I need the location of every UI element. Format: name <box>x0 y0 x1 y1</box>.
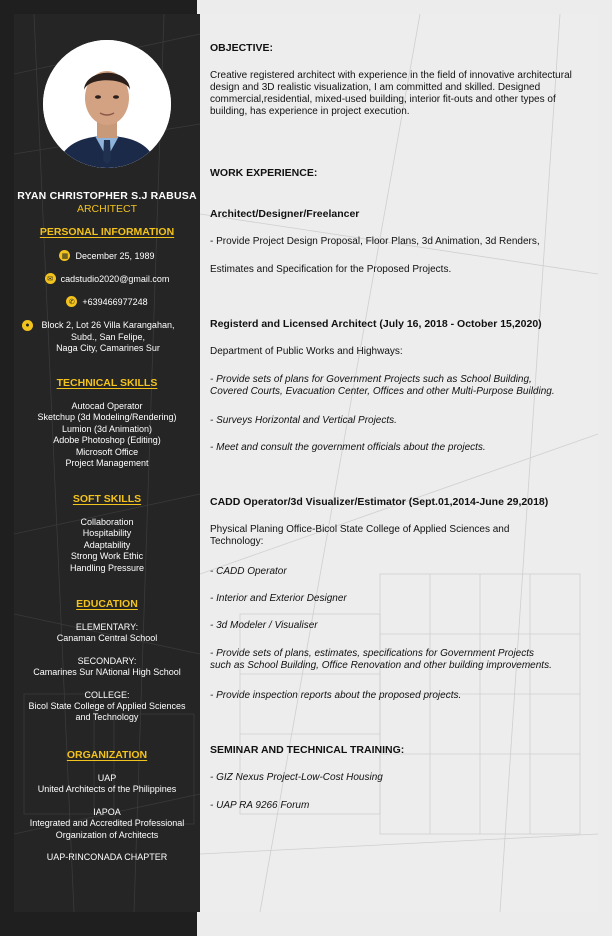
job-bullet-line: Covered Courts, Evacuation Center, Offices and other Multi-Purpose Building. <box>210 386 555 397</box>
address-line: Naga City, Camarines Sur <box>56 343 160 353</box>
org-name: Integrated and Accredited Professional <box>29 818 185 829</box>
education-level: COLLEGE: <box>84 689 130 700</box>
location-pin-icon: ● <box>22 320 33 331</box>
address-line: Block 2, Lot 26 Villa Karangahan, <box>41 320 175 330</box>
job-bullet-line: - Provide sets of plans for Government Projects such as School Building, <box>210 374 532 385</box>
objective-heading: OBJECTIVE: <box>210 42 274 54</box>
list-item: Adaptability <box>83 539 131 550</box>
org-abbr: UAP <box>97 773 117 783</box>
soft-heading: SOFT SKILLS <box>72 493 142 505</box>
profile-photo <box>43 40 171 168</box>
job-employer <box>210 524 595 548</box>
work-heading: WORK EXPERIENCE: <box>210 167 318 179</box>
phone[interactable]: +639466977248 <box>82 296 148 307</box>
job-bullet: - Interior and Exterior Designer <box>210 593 347 604</box>
address <box>20 320 196 355</box>
person-title: ARCHITECT <box>76 203 138 215</box>
org-name: UAP-RINCONADA CHAPTER <box>46 852 168 863</box>
soft-list <box>14 517 200 574</box>
education-school: Canaman Central School <box>56 633 158 644</box>
main-content <box>200 14 598 912</box>
job-bullet: - CADD Operator <box>210 566 287 577</box>
org-name: United Architects of the Philippines <box>37 784 177 795</box>
phone-row <box>14 296 200 307</box>
organization-heading: ORGANIZATION <box>66 749 148 761</box>
seminar-item: - GIZ Nexus Project-Low-Cost Housing <box>210 772 383 783</box>
job-bullet: - Provide inspection reports about the proposed projects. <box>210 690 462 701</box>
phone-icon: ✆ <box>66 296 77 307</box>
address-line: Subd., San Felipe, <box>70 331 146 342</box>
objective-line: building, has experience in project execution. <box>210 106 410 117</box>
seminar-item: - UAP RA 9266 Forum <box>210 800 310 811</box>
job-title: CADD Operator/3d Visualizer/Estimator (Sept.01,2014-June 29,2018) <box>210 496 549 508</box>
list-item: Handling Pressure <box>69 562 145 573</box>
org-abbr: IAPOA <box>93 806 121 817</box>
list-item: Strong Work Ethic <box>70 551 144 562</box>
education-level: SECONDARY: <box>77 655 137 666</box>
job-bullet: - Provide Project Design Proposal, Floor Plans, 3d Animation, 3d Renders, <box>210 236 540 247</box>
job-bullet: - Surveys Horizontal and Vertical Projects. <box>210 415 397 426</box>
list-item: Collaboration <box>80 517 134 527</box>
education-list <box>14 622 200 724</box>
job-bullet <box>210 374 595 398</box>
education-school: Camarines Sur NAtional High School <box>33 667 181 678</box>
email-icon: ✉ <box>45 273 56 284</box>
job-employer-line: Physical Planing Office-Bicol State College of Applied Sciences and <box>210 524 510 535</box>
education-school: Bicol State College of Applied Sciences <box>28 701 186 712</box>
job-bullet-line: - Provide sets of plans, estimates, specifications for Government Projects <box>210 648 535 659</box>
email-row <box>14 273 200 284</box>
job-employer-line: Technology: <box>210 536 264 547</box>
job-employer: Department of Public Works and Highways: <box>210 346 403 357</box>
education-school: and Technology <box>75 712 139 723</box>
list-item: Microsoft Office <box>75 446 139 457</box>
job-title: Architect/Designer/Freelancer <box>210 208 360 220</box>
sidebar <box>14 14 200 912</box>
objective-line: design and 3D realistic visualization, I am committed and skilled. Designed <box>210 82 541 93</box>
list-item: Project Management <box>65 458 149 469</box>
birthday: December 25, 1989 <box>75 250 155 261</box>
list-item: Lumion (3d Animation) <box>61 423 153 434</box>
person-name: RYAN CHRISTOPHER S.J RABUSA <box>17 190 197 202</box>
list-item: Adobe Photoshop (Editing) <box>53 435 161 446</box>
objective-line: Creative registered architect with experience in the field of innovative architectural <box>210 70 572 81</box>
technical-heading: TECHNICAL SKILLS <box>56 377 158 389</box>
org-name: Organization of Architects <box>55 829 159 840</box>
list-item: Sketchup (3d Modeling/Rendering) <box>37 412 177 423</box>
job-bullet: Estimates and Specification for the Proposed Projects. <box>210 264 452 275</box>
birthday-row <box>14 250 200 261</box>
job-bullet <box>210 648 595 672</box>
email[interactable]: cadstudio2020@gmail.com <box>60 273 170 284</box>
job-bullet: - 3d Modeler / Visualiser <box>210 620 318 631</box>
list-item: Autocad Operator <box>71 401 143 411</box>
personal-heading: PERSONAL INFORMATION <box>39 226 175 238</box>
job-title: Registerd and Licensed Architect (July 16, 2018 - October 15,2020) <box>210 318 542 330</box>
job-bullet: - Meet and consult the government officials about the projects. <box>210 442 486 453</box>
education-level: ELEMENTARY: <box>75 622 139 632</box>
job-bullet-line: such as School Building, Office Renovation and other building improvements. <box>210 660 552 671</box>
technical-list <box>14 401 200 469</box>
list-item: Hospitability <box>82 528 132 539</box>
education-heading: EDUCATION <box>76 598 138 610</box>
objective-line: commercial,residential, mixed-used building, interior fit-outs and other types of <box>210 94 556 105</box>
seminar-heading: SEMINAR AND TECHNICAL TRAINING: <box>210 744 405 756</box>
calendar-icon: ▦ <box>59 250 70 261</box>
organization-list <box>14 773 200 863</box>
avatar-illustration <box>43 40 171 168</box>
objective-text <box>210 70 595 118</box>
